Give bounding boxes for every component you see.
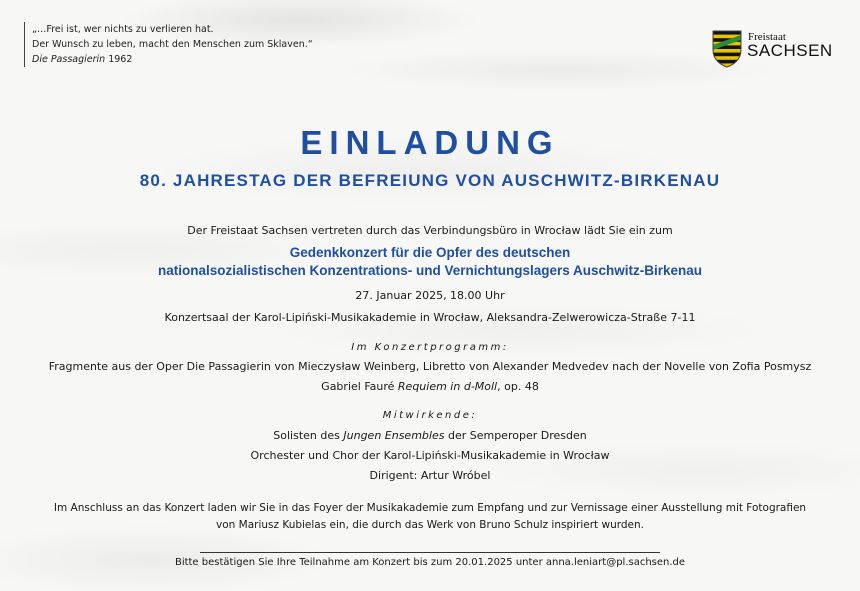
performers-line-1-prefix: Solisten des: [273, 429, 344, 442]
programme-item-2-composer: Gabriel Fauré: [321, 380, 398, 393]
saxony-crest-icon: [712, 30, 742, 68]
performers-line-3: Dirigent: Artur Wróbel: [369, 469, 491, 482]
quote-line-2: Der Wunsch zu leben, macht den Menschen zum Sklaven.“: [32, 39, 313, 50]
event-venue: Konzertsaal der Karol-Lipiński-Musikakademie in Wrocław, Aleksandra-Zelwerowicza-Straße 7-11: [164, 311, 696, 324]
concert-title-line-1: Gedenkkonzert für die Opfer des deutschen: [289, 245, 571, 260]
intro-text: Der Freistaat Sachsen vertreten durch das Verbindungsbüro in Wrocław lädt Sie ein zum: [187, 224, 673, 237]
logo-freistaat-text: Freistaat: [748, 31, 786, 43]
programme-label: Im Konzertprogramm:: [351, 342, 509, 353]
event-date: 27. Januar 2025, 18.00 Uhr: [355, 289, 505, 302]
performers-line-1-ensemble: Jungen Ensembles: [343, 429, 445, 442]
quote-source-year: 1962: [105, 54, 133, 65]
quote-line-1: „…Frei ist, wer nichts zu verlieren hat.: [32, 24, 214, 35]
programme-item-2: [0, 380, 860, 393]
concert-title-line-2: nationalsozialistischen Konzentrations- und Vernichtungslagers Auschwitz-Birkenau: [157, 263, 703, 278]
programme-item-2-opus: , op. 48: [497, 380, 539, 393]
performers-line-1-suffix: der Semperoper Dresden: [444, 429, 587, 442]
concert-title: [0, 244, 860, 280]
anniversary-subtitle: 80. JAHRESTAG DER BEFREIUNG VON AUSCHWITZ-BIRKENAU: [139, 171, 721, 190]
logo-sachsen-text: SACHSEN: [747, 41, 833, 60]
quote-source: [32, 52, 313, 67]
invitation-title: EINLADUNG: [300, 124, 560, 161]
rsvp-text: Bitte bestätigen Sie Ihre Teilnahme am Konzert bis zum 20.01.2025 unter anna.leniart@pl.sachsen.de: [174, 557, 686, 568]
quote-source-title: Die Passagierin: [32, 54, 106, 65]
reception-line-2: von Mariusz Kubielas ein, die durch das Werk von Bruno Schulz inspiriert wurden.: [216, 519, 644, 531]
freistaat-sachsen-logo: [712, 30, 837, 70]
programme-item-2-work: Requiem in d-Moll: [397, 380, 498, 393]
performers-line-1: [0, 429, 860, 442]
performers-label: Mitwirkende:: [382, 410, 478, 421]
performers-line-2: Orchester und Chor der Karol-Lipiński-Musikakademie in Wrocław: [250, 449, 610, 462]
reception-line-1: Im Anschluss an das Konzert laden wir Sie in das Foyer der Musikakademie zum Empfang und zur Vernissage einer Ausstellung mit Fotografien: [53, 502, 807, 514]
epigraph-quote: [24, 22, 313, 67]
footer-divider: [200, 552, 660, 553]
programme-item-1: Fragmente aus der Oper Die Passagierin von Mieczysław Weinberg, Libretto von Alexander Medvedev nach der Novelle von Zofia Posmysz: [48, 360, 812, 373]
